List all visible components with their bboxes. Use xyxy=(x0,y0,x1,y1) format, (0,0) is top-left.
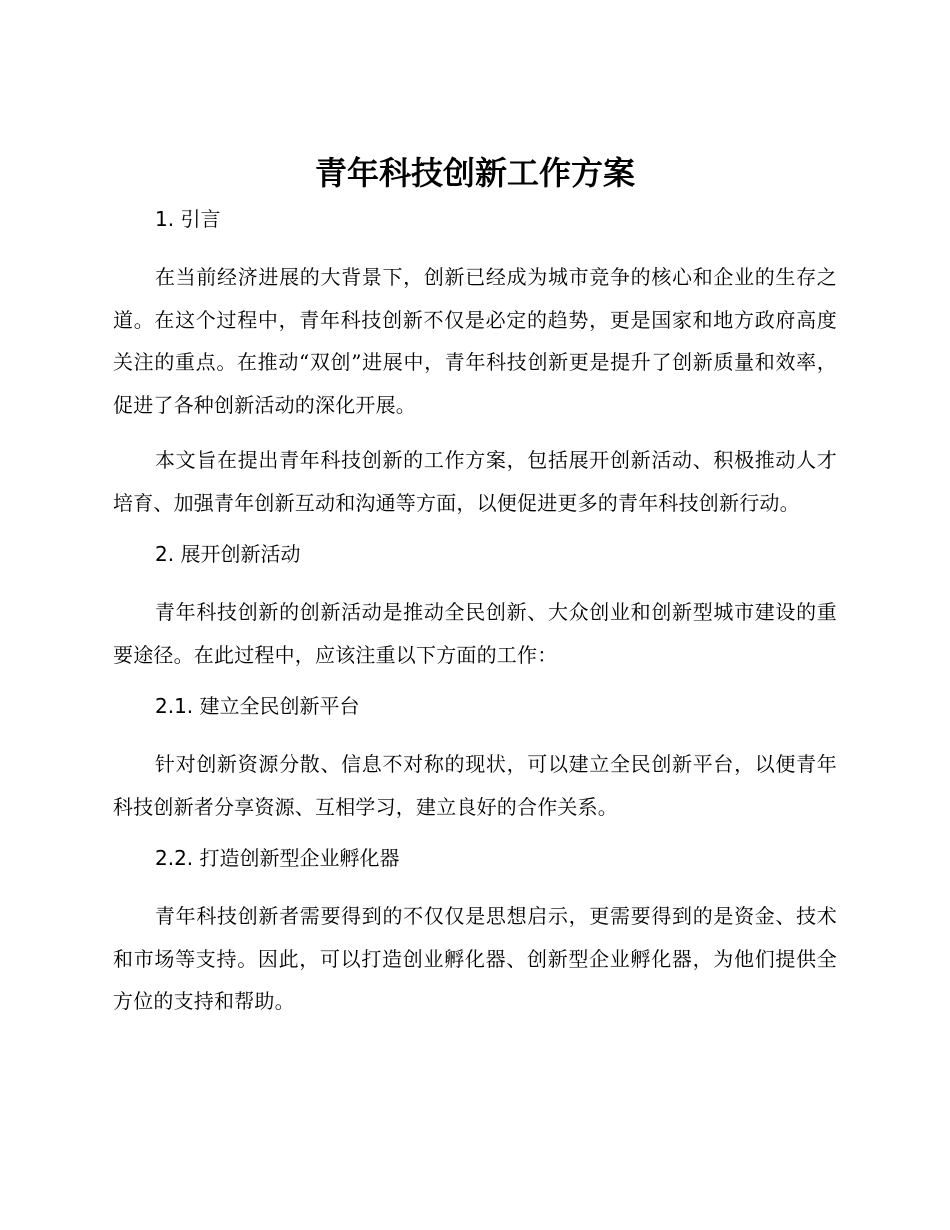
section-heading-innovation-activities: 2. 展开创新活动 xyxy=(155,542,301,566)
paragraph-introduction-2: 本文旨在提出青年科技创新的工作方案，包括展开创新活动、积极推动人才培育、加强青年创新互动和沟通等方面，以便促进更多的青年科技创新行动。 xyxy=(113,448,837,515)
section-heading-introduction: 1. 引言 xyxy=(155,207,221,231)
paragraph-innovation-activities: 青年科技创新的创新活动是推动全民创新、大众创业和创新型城市建设的重要途径。在此过程中，应该注重以下方面的工作： xyxy=(113,600,837,667)
paragraph-innovation-platform: 针对创新资源分散、信息不对称的现状，可以建立全民创新平台，以便青年科技创新者分享资源、互相学习，建立良好的合作关系。 xyxy=(113,752,837,819)
paragraph-incubator: 青年科技创新者需要得到的不仅仅是思想启示，更需要得到的是资金、技术和市场等支持。因此，可以打造创业孵化器、创新型企业孵化器，为他们提供全方位的支持和帮助。 xyxy=(113,904,837,1013)
document-title: 青年科技创新工作方案 xyxy=(314,154,635,192)
subsection-heading-incubator: 2.2. 打造创新型企业孵化器 xyxy=(155,846,400,870)
document-body xyxy=(113,204,837,1023)
paragraph-introduction-1: 在当前经济进展的大背景下，创新已经成为城市竞争的核心和企业的生存之道。在这个过程中，青年科技创新不仅是必定的趋势，更是国家和地方政府高度关注的重点。在推动“双创”进展中，青年科技创新更是提升了创新质量和效率，促进了各种创新活动的深化开展。 xyxy=(113,265,837,417)
subsection-heading-innovation-platform: 2.1. 建立全民创新平台 xyxy=(155,694,360,718)
